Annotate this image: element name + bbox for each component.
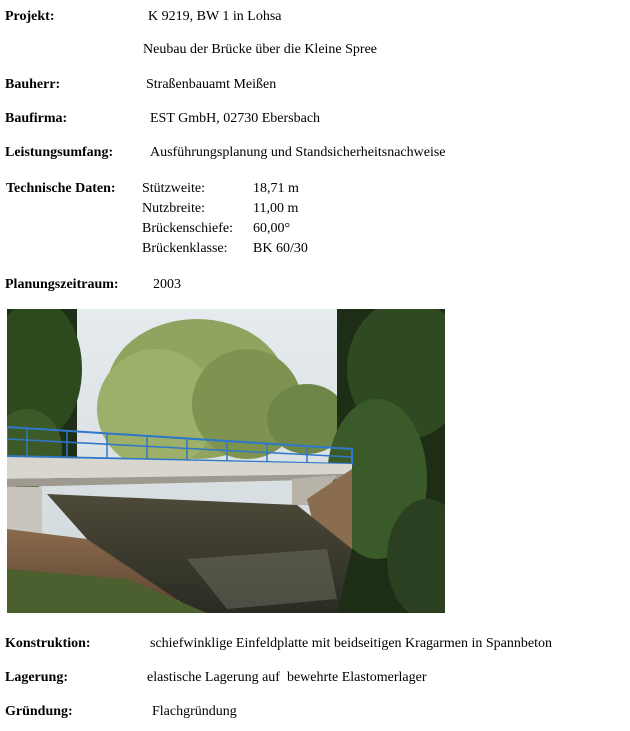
tech-key-brueckenschiefe: Brückenschiefe: bbox=[142, 221, 233, 236]
projekt-value: K 9219, BW 1 in Lohsa bbox=[148, 9, 282, 24]
tech-key-nutzbreite: Nutzbreite: bbox=[142, 201, 205, 216]
projekt-subtitle: Neubau der Brücke über die Kleine Spree bbox=[143, 42, 378, 57]
planungszeitraum-label: Planungszeitraum: bbox=[5, 277, 119, 292]
bridge-photo-icon bbox=[7, 309, 445, 613]
technische-daten-label: Technische Daten: bbox=[6, 181, 116, 196]
gruendung-label: Gründung: bbox=[5, 704, 73, 719]
lagerung-label: Lagerung: bbox=[5, 670, 68, 685]
tech-value-stuetzweite: 18,71 m bbox=[253, 181, 299, 196]
tech-value-nutzbreite: 11,00 m bbox=[253, 201, 299, 216]
tech-value-brueckenschiefe: 60,00° bbox=[253, 221, 291, 236]
bridge-photo bbox=[7, 309, 445, 613]
baufirma-value: EST GmbH, 02730 Ebersbach bbox=[150, 111, 321, 126]
leistungsumfang-label: Leistungsumfang: bbox=[5, 145, 114, 160]
tech-key-brueckenklasse: Brückenklasse: bbox=[142, 241, 228, 256]
lagerung-value: elastische Lagerung auf bewehrte Elastomerlager bbox=[147, 670, 427, 685]
leistungsumfang-value: Ausführungsplanung und Standsicherheitsnachweise bbox=[150, 145, 446, 160]
projekt-label: Projekt: bbox=[5, 9, 55, 24]
bauherr-label: Bauherr: bbox=[5, 77, 61, 92]
planungszeitraum-value: 2003 bbox=[153, 277, 181, 292]
gruendung-value: Flachgründung bbox=[152, 704, 237, 719]
tech-key-stuetzweite: Stützweite: bbox=[142, 181, 205, 196]
bauherr-value: Straßenbauamt Meißen bbox=[146, 77, 277, 92]
konstruktion-label: Konstruktion: bbox=[5, 636, 91, 651]
baufirma-label: Baufirma: bbox=[5, 111, 68, 126]
konstruktion-value: schiefwinklige Einfeldplatte mit beidseitigen Kragarmen in Spannbeton bbox=[150, 636, 553, 651]
tech-value-brueckenklasse: BK 60/30 bbox=[253, 241, 308, 256]
